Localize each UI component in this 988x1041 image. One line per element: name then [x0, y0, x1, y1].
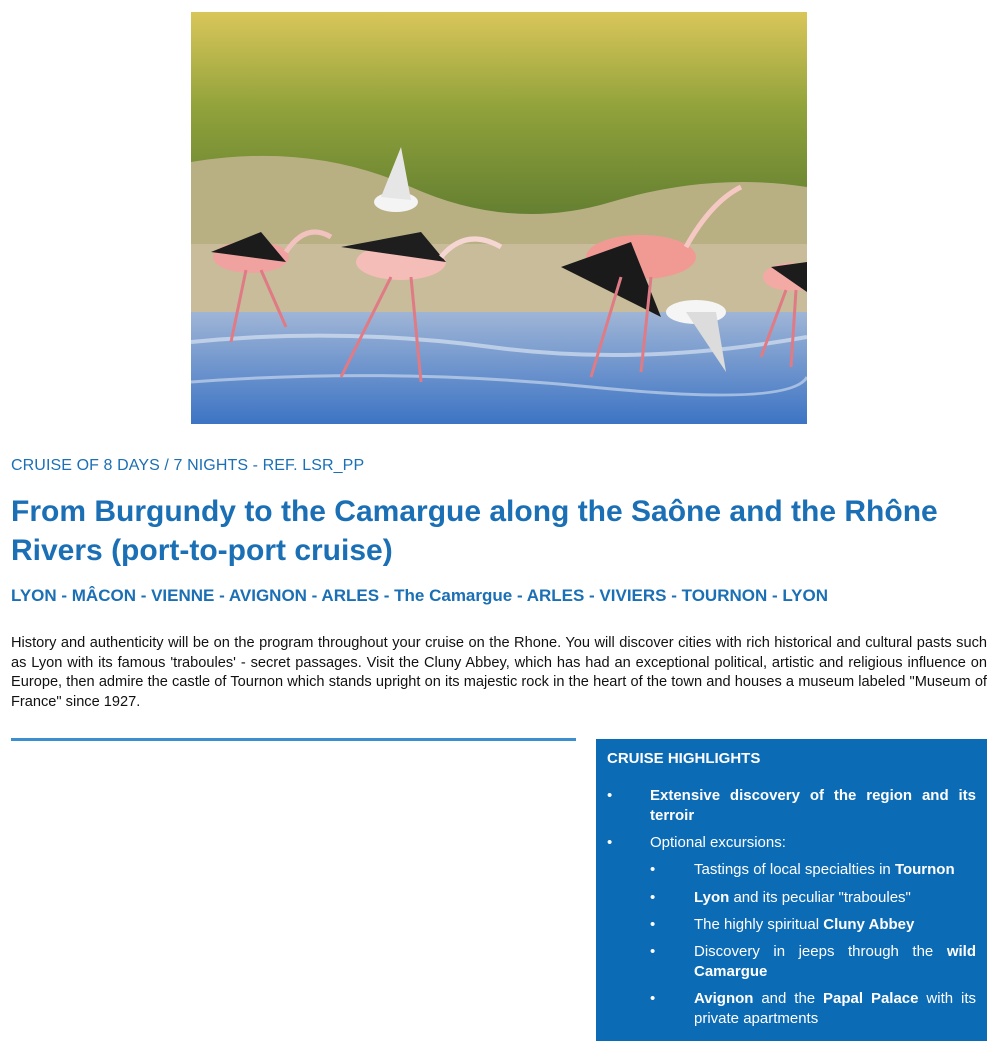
excursion-text: The highly spiritual: [694, 916, 824, 933]
bullet-icon: •: [650, 943, 656, 960]
excursion-text: and the: [753, 990, 824, 1007]
page-title: From Burgundy to the Camargue along the Saône and the Rhône Rivers (port-to-port cruise): [11, 495, 938, 567]
excursion-bold: Tournon: [894, 861, 955, 878]
highlights-title: CRUISE HIGHLIGHTS: [607, 750, 761, 767]
bullet-icon: •: [650, 861, 656, 878]
excursion-bold: Papal Palace: [823, 990, 919, 1007]
flamingo-photo-illustration: [191, 12, 807, 424]
cruise-description: History and authenticity will be on the program throughout your cruise on the Rhone. You will discover cities with rich historical and cultural pasts such as Lyon with its famous 'traboules' - secret passages. Visit the Cluny Abbey, which has had an exceptional political, artistic and religious influence on Europe, then admire the castle of Tournon which stands upright on its majestic rock in the heart of the town and houses a museum labeled "Museum of France" since 1927.: [11, 635, 987, 710]
bullet-icon: •: [607, 834, 613, 851]
bullet-icon: •: [650, 990, 656, 1007]
bullet-icon: •: [650, 889, 656, 906]
excursion-text: and its peculiar "traboules": [729, 889, 911, 906]
excursion-text: Discovery in jeeps through the: [694, 943, 947, 960]
excursion-bold: wild Camargue: [694, 943, 976, 980]
flamingo-photo: [191, 12, 807, 424]
cruise-route: LYON - MÂCON - VIENNE - AVIGNON - ARLES - The Camargue - ARLES - VIVIERS - TOURNON - LYON: [11, 586, 829, 605]
excursion-bold: Cluny Abbey: [823, 916, 915, 933]
excursion-text: Tastings of local specialties in: [694, 861, 895, 878]
excursion-bold: Lyon: [694, 889, 730, 906]
cruise-reference: CRUISE OF 8 DAYS / 7 NIGHTS - REF. LSR_PP: [11, 457, 365, 474]
bullet-icon: •: [650, 916, 656, 933]
excursion-text: with its private apartments: [694, 990, 976, 1027]
highlight-text: Optional excursions:: [650, 834, 786, 851]
bullet-icon: •: [607, 787, 613, 804]
cruise-highlights-box: [596, 739, 987, 1041]
highlight-text: Extensive discovery of the region and its terroir: [650, 787, 976, 824]
excursion-bold: Avignon: [694, 990, 754, 1007]
section-divider: [11, 738, 576, 741]
